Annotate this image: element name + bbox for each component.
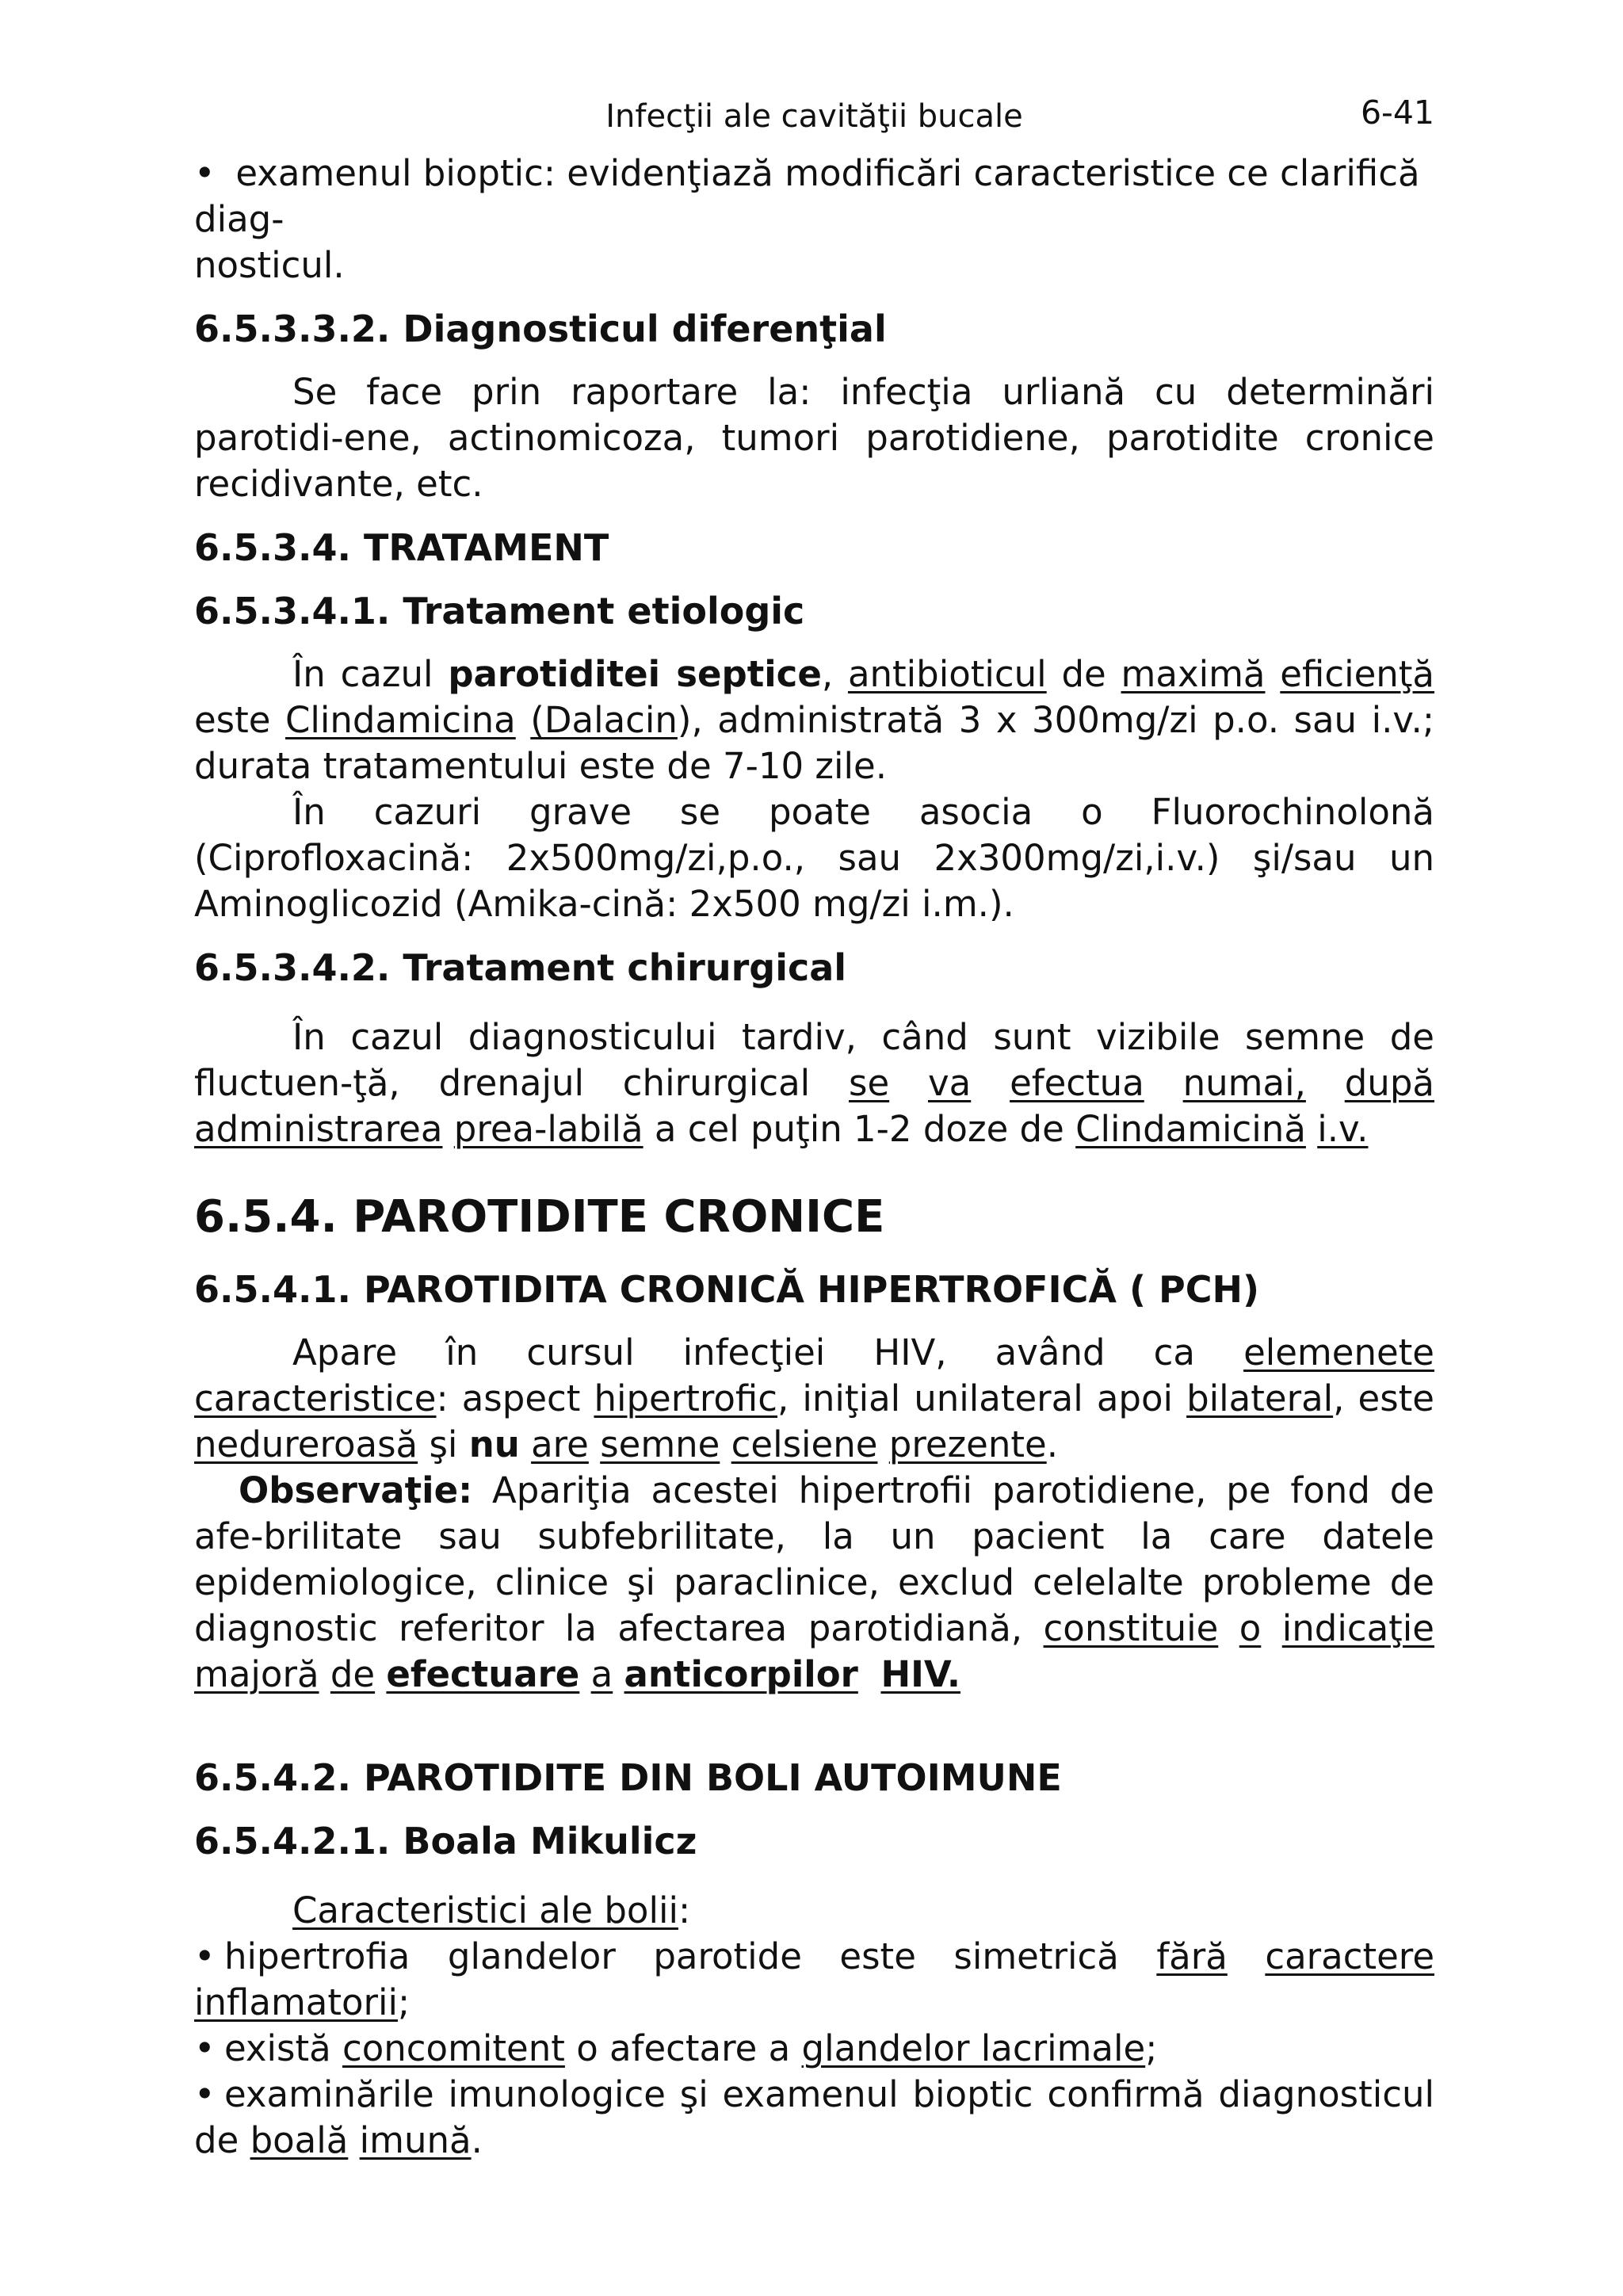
- text: [319, 1653, 330, 1695]
- underlined-term: imună: [359, 2119, 472, 2161]
- underlined-term: administrarea: [194, 1108, 443, 1150]
- text: şi: [418, 1423, 469, 1465]
- underlined-term: eficienţă: [1280, 653, 1434, 695]
- heading-tratament: 6.5.3.4. TRATAMENT: [194, 526, 609, 569]
- document-page: [194, 79, 1434, 2164]
- text: Apariţia acestei hipertrofii parotidiene, pe fond de afe-brilitate sau subfebrilitate, la un pacient la care datele epidemiologice, clinice şi paraclinice, exclud celelalte probleme de diagnostic referitor la afectarea parotidiană,: [194, 1469, 1434, 1649]
- bioptic-bullet-line2: nosticul.: [194, 244, 345, 286]
- paragraph-pch: [194, 1330, 1434, 1468]
- underlined-term: Clindamicină: [1075, 1108, 1306, 1150]
- text: [858, 1653, 881, 1695]
- observatie-label: Observaţie:: [239, 1469, 473, 1511]
- text: [442, 1108, 453, 1150]
- heading-parotidite-boli-autoimune: 6.5.4.2. PAROTIDITE DIN BOLI AUTOIMUNE: [194, 1756, 1062, 1799]
- text: .: [1046, 1423, 1058, 1465]
- underlined-term: celsiene: [731, 1423, 878, 1465]
- bold-underlined-term: efectuare: [386, 1653, 580, 1695]
- underlined-term: elemenete: [1243, 1331, 1434, 1373]
- text: o afectare a: [564, 2027, 802, 2069]
- bold-term: parotiditei septice: [448, 653, 822, 695]
- text: .: [471, 2119, 483, 2161]
- underlined-term: maximă: [1121, 653, 1266, 695]
- heading-tratament-chirurgical: 6.5.3.4.2. Tratament chirurgical: [194, 946, 847, 989]
- underlined-term: o: [1239, 1607, 1262, 1649]
- text: există: [224, 2027, 342, 2069]
- underlined-term: glandelor lacrimale: [801, 2027, 1146, 2069]
- text: [516, 699, 531, 741]
- underlined-term: hipertrofic: [594, 1377, 778, 1419]
- underlined-term: fără: [1156, 1935, 1228, 1977]
- underlined-term: inflamatorii: [194, 1981, 399, 2023]
- text: de: [1046, 653, 1121, 695]
- bioptic-bullet-line1: examenul bioptic: evidenţiază modificări caracteristice ce clarifică diag-: [194, 152, 1420, 240]
- underlined-term: bilateral: [1186, 1377, 1334, 1419]
- underlined-term: a: [590, 1653, 613, 1695]
- underlined-term: caracteristice: [194, 1377, 437, 1419]
- text: [1144, 1062, 1183, 1104]
- paragraph-tratament-chirurgical: [194, 1014, 1434, 1152]
- heading-parotidite-cronice: 6.5.4. PAROTIDITE CRONICE: [194, 1191, 885, 1243]
- underlined-term: majoră: [194, 1653, 319, 1695]
- heading-boala-mikulicz: 6.5.4.2.1. Boala Mikulicz: [194, 1820, 697, 1862]
- text: ,: [821, 653, 848, 695]
- mikulicz-intro: [194, 1888, 1434, 1934]
- text: ;: [1145, 2027, 1158, 2069]
- text: a cel puţin 1-2 doze de: [643, 1108, 1076, 1150]
- text: : aspect: [436, 1377, 594, 1419]
- heading-parotidita-cronica-hipertrofica: 6.5.4.1. PAROTIDITA CRONICĂ HIPERTROFICĂ ( PCH): [194, 1268, 1259, 1311]
- mikulicz-bullet-1: [194, 1934, 1434, 2026]
- underlined-term: semne: [600, 1423, 720, 1465]
- underlined-term: se: [849, 1062, 890, 1104]
- mikulicz-bullet-3: [194, 2072, 1434, 2164]
- underlined-term: prea-labilă: [453, 1108, 643, 1150]
- text: [1306, 1062, 1345, 1104]
- underlined-term: efectua: [1010, 1062, 1144, 1104]
- mikulicz-bullet-2: [194, 2026, 1434, 2072]
- underlined-term: boală: [250, 2119, 349, 2161]
- text: În cazul diagnosticului tardiv, când sunt vizibile semne de fluctuen-ţă, drenajul chirurgical: [194, 1016, 1434, 1104]
- paragraph-diagnostic-diferential: Se face prin raportare la: infecţia urliană cu determinări parotidi-ene, actinomicoza, tumori parotidiene, parotidite cronice recidivante, etc.: [194, 371, 1434, 505]
- text: ;: [398, 1981, 411, 2023]
- paragraph-observatie: [194, 1468, 1434, 1698]
- text: [348, 2119, 359, 2161]
- bioptic-bullet: [194, 151, 1434, 288]
- underlined-term: va: [928, 1062, 972, 1104]
- heading-tratament-etiologic: 6.5.3.4.1. Tratament etiologic: [194, 590, 805, 632]
- underlined-term: i.v.: [1317, 1108, 1369, 1150]
- text: hipertrofia glandelor parotide este simetrică: [224, 1935, 1157, 1977]
- text: examinările imunologice şi examenul bioptic confirmă diagnosticul de: [194, 2073, 1434, 2161]
- text: [375, 1653, 386, 1695]
- underlined-term: caractere: [1265, 1935, 1435, 1977]
- text: [1266, 653, 1281, 695]
- text: [889, 1062, 928, 1104]
- underlined-term: (Dalacin: [530, 699, 678, 741]
- text: [589, 1423, 600, 1465]
- running-header: [194, 79, 1434, 151]
- text: [1218, 1607, 1239, 1649]
- paragraph-tratament-etiologic-2: În cazuri grave se poate asocia o Fluorochinolonă (Ciprofloxacină: 2x500mg/zi,p.o., sau 2x300mg/zi,i.v.) şi/sau un Aminoglicozid (Amika-cină: 2x500 mg/zi i.m.).: [194, 791, 1434, 925]
- underlined-term: prezente: [888, 1423, 1047, 1465]
- underlined-term: de: [330, 1653, 376, 1695]
- underlined-term: antibioticul: [847, 653, 1047, 695]
- underlined-term: după: [1344, 1062, 1434, 1104]
- underlined-term: constituie: [1043, 1607, 1219, 1649]
- text: , este: [1333, 1377, 1434, 1419]
- underlined-term: nedureroasă: [194, 1423, 418, 1465]
- text: este: [194, 699, 285, 741]
- bold-underlined-term: HIV.: [880, 1653, 960, 1695]
- underlined-term: Caracteristici ale bolii: [292, 1889, 678, 1931]
- text: ), administrată 3 x 300mg/zi p.o. sau i.v.; durata tratamentului este de 7-10 zile.: [194, 699, 1435, 787]
- underlined-term: numai,: [1182, 1062, 1306, 1104]
- text: Apare în cursul infecţiei HIV, având ca: [292, 1331, 1244, 1373]
- bold-term: nu: [468, 1423, 520, 1465]
- underlined-term: indicaţie: [1281, 1607, 1434, 1649]
- running-title: Infecţii ale cavităţii bucale: [605, 98, 1023, 135]
- page-number: 6-41: [1360, 94, 1434, 132]
- heading-diagnostic-diferential: 6.5.3.3.2. Diagnosticul diferenţial: [194, 308, 887, 350]
- underlined-term: concomitent: [342, 2027, 565, 2069]
- text: [1306, 1108, 1317, 1150]
- bold-underlined-term: anticorpilor: [624, 1653, 858, 1695]
- paragraph-tratament-etiologic-1: [194, 651, 1434, 789]
- text: :: [678, 1889, 691, 1931]
- text: [971, 1062, 1010, 1104]
- text: , iniţial unilateral apoi: [777, 1377, 1187, 1419]
- text: [720, 1423, 731, 1465]
- text: [520, 1423, 531, 1465]
- text: [579, 1653, 590, 1695]
- text: [1228, 1935, 1266, 1977]
- underlined-term: are: [531, 1423, 589, 1465]
- text: [1261, 1607, 1281, 1649]
- text: În cazul: [292, 653, 449, 695]
- text: [613, 1653, 624, 1695]
- underlined-term: Clindamicina: [285, 699, 516, 741]
- text: [877, 1423, 888, 1465]
